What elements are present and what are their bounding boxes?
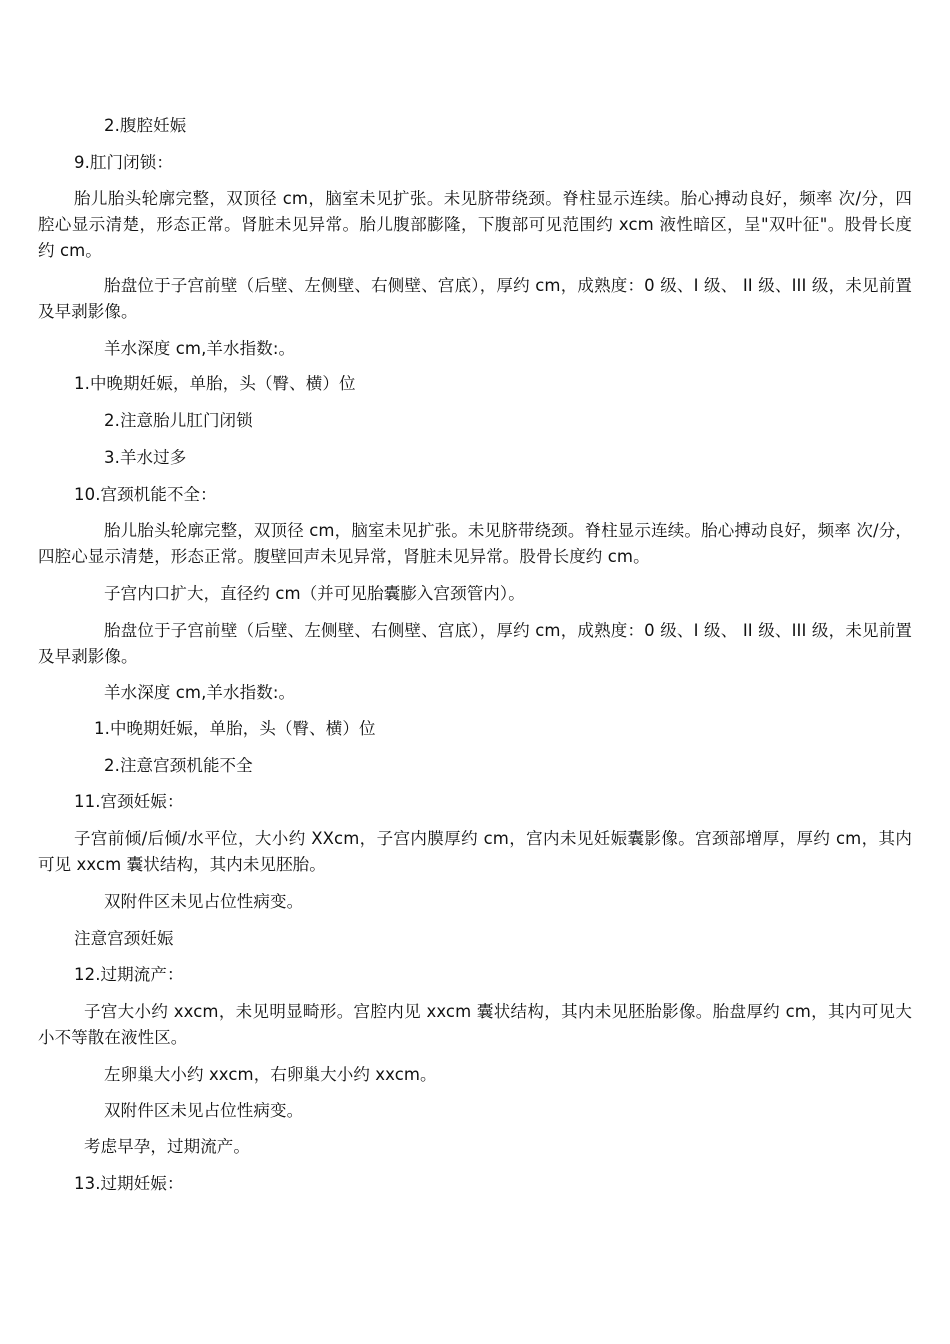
section-heading-cervical-insufficiency: 10.宫颈机能不全： — [74, 485, 217, 504]
paragraph-uterus-description: 子宫前倾/后倾/水平位，大小约 XXcm，子宫内膜厚约 cm，宫内未见妊娠囊影像。宫颈部增厚，厚约 cm，其内可见 xxcm 囊状结构，其内未见胚胎。 — [38, 829, 912, 874]
conclusion-missed-abortion: 考虑早孕，过期流产。 — [84, 1137, 250, 1156]
paragraph-fetal-description-2: 胎儿胎头轮廓完整，双顶径 cm，脑室未见扩张。未见脐带绕颈。脊柱显示连续。胎心搏动良好，频率 次/分，四腔心显示清楚，形态正常。腹壁回声未见异常，肾脏未见异常。股骨长度约 cm。 — [38, 521, 912, 566]
section-heading-missed-abortion: 12.过期流产： — [74, 965, 184, 984]
paragraph-amniotic-fluid-1: 羊水深度 cm,羊水指数:。 — [104, 339, 296, 358]
conclusion-item-3: 3.羊水过多 — [104, 448, 187, 467]
paragraph-placenta-1: 胎盘位于子宫前壁（后壁、左侧壁、右侧壁、宫底），厚约 cm，成熟度：0 级、I 级、 II 级、III 级，未见前置及早剥影像。 — [38, 276, 912, 321]
conclusion-item-4: 1.中晚期妊娠，单胎，头（臀、横）位 — [94, 719, 376, 738]
conclusion-item-2: 2.注意胎儿肛门闭锁 — [104, 411, 253, 430]
paragraph-fetal-description-1: 胎儿胎头轮廓完整，双顶径 cm，脑室未见扩张。未见脐带绕颈。脊柱显示连续。胎心搏动良好，频率 次/分，四腔心显示清楚，形态正常。肾脏未见异常。胎儿腹部膨隆，下腹部可见范围约 xcm 液性暗区，呈"双叶征"。股骨长度约 cm。 — [38, 189, 912, 260]
paragraph-amniotic-fluid-2: 羊水深度 cm,羊水指数:。 — [104, 683, 296, 702]
conclusion-item-5: 2.注意宫颈机能不全 — [104, 756, 253, 775]
section-heading-anal-atresia: 9.肛门闭锁： — [74, 153, 173, 172]
conclusion-item-1: 1.中晚期妊娠，单胎，头（臀、横）位 — [74, 374, 356, 393]
conclusion-cervical-pregnancy: 注意宫颈妊娠 — [74, 929, 174, 948]
paragraph-missed-abortion: 子宫大小约 xxcm，未见明显畸形。宫腔内见 xxcm 囊状结构，其内未见胚胎影像。胎盘厚约 cm，其内可见大小不等散在液性区。 — [38, 1002, 912, 1047]
list-item-abdominal-pregnancy: 2.腹腔妊娠 — [104, 116, 187, 135]
paragraph-placenta-2: 胎盘位于子宫前壁（后壁、左侧壁、右侧壁、宫底），厚约 cm，成熟度：0 级、I 级、 II 级、III 级，未见前置及早剥影像。 — [38, 621, 912, 666]
section-heading-post-term-pregnancy: 13.过期妊娠： — [74, 1174, 184, 1193]
paragraph-adnexa-1: 双附件区未见占位性病变。 — [104, 892, 304, 911]
paragraph-adnexa-2: 双附件区未见占位性病变。 — [104, 1101, 304, 1120]
section-heading-cervical-pregnancy: 11.宫颈妊娠： — [74, 792, 184, 811]
paragraph-internal-os: 子宫内口扩大，直径约 cm（并可见胎囊膨入宫颈管内）。 — [104, 584, 525, 603]
paragraph-ovaries: 左卵巢大小约 xxcm，右卵巢大小约 xxcm。 — [104, 1065, 437, 1084]
